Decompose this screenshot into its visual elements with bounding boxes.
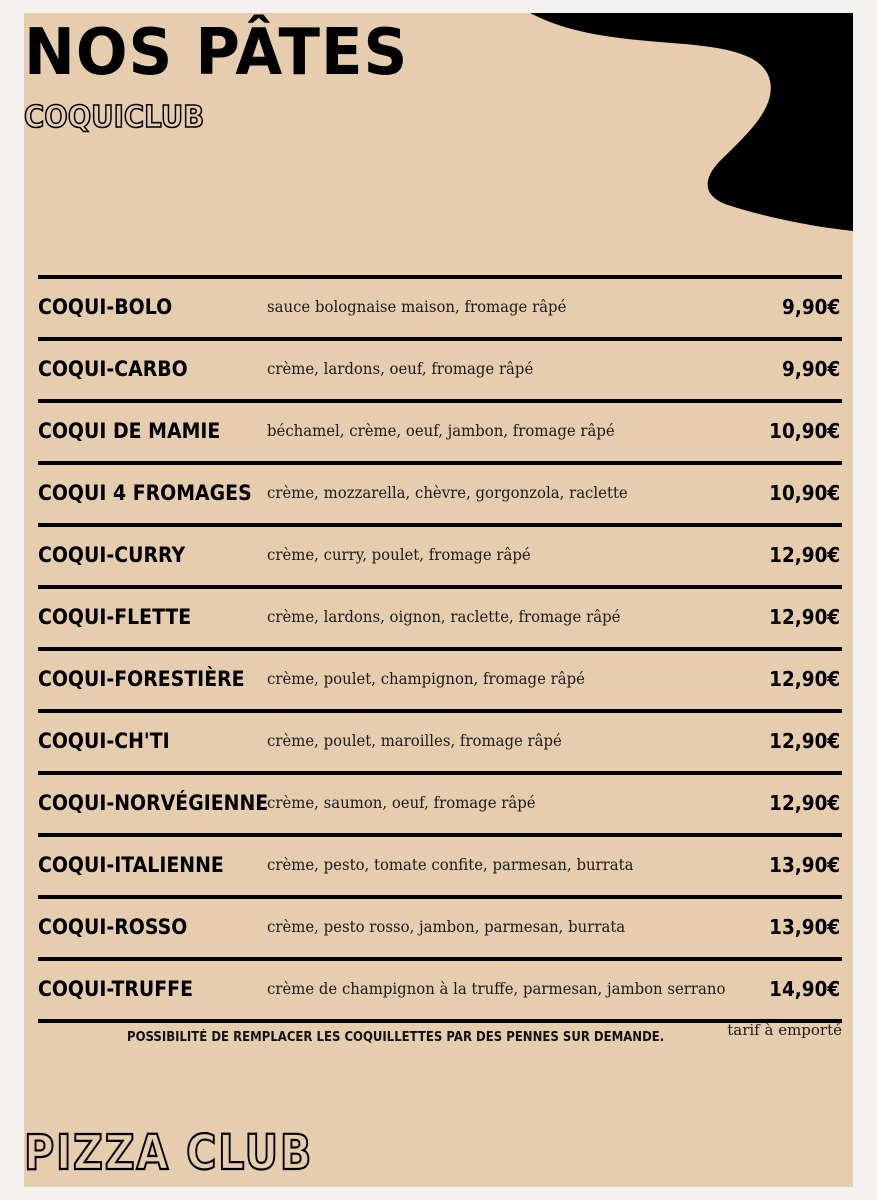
dish-price: 13,90€ bbox=[768, 853, 840, 877]
dish-price: 12,90€ bbox=[768, 791, 840, 815]
dish-price: 14,90€ bbox=[768, 977, 840, 1001]
menu-row bbox=[38, 275, 842, 337]
dish-name: COQUI-TRUFFE bbox=[38, 977, 193, 1001]
page-title: NOS PÂTES bbox=[24, 16, 409, 90]
substitution-note: POSSIBILITÉ DE REMPLACER LES COQUILLETTES PAR DES PENNES SUR DEMANDE. bbox=[127, 1030, 665, 1045]
dish-price: 12,90€ bbox=[768, 605, 840, 629]
menu-row bbox=[38, 461, 842, 523]
dish-name: COQUI-NORVÉGIENNE bbox=[38, 791, 269, 815]
dish-name: COQUI-ROSSO bbox=[38, 915, 188, 939]
menu-row bbox=[38, 957, 842, 1023]
dish-description: crème, poulet, champignon, fromage râpé bbox=[267, 669, 585, 688]
menu-row bbox=[38, 771, 842, 833]
dish-price: 10,90€ bbox=[768, 419, 840, 443]
dish-name: COQUI 4 FROMAGES bbox=[38, 481, 252, 505]
menu-row bbox=[38, 337, 842, 399]
menu-row bbox=[38, 399, 842, 461]
dish-description: crème, saumon, oeuf, fromage râpé bbox=[267, 793, 536, 812]
pasta-menu-list bbox=[38, 275, 842, 1023]
dish-name: COQUI-ITALIENNE bbox=[38, 853, 224, 877]
menu-row bbox=[38, 709, 842, 771]
dish-name: COQUI-CURRY bbox=[38, 543, 186, 567]
dish-name: COQUI-CARBO bbox=[38, 357, 188, 381]
dish-name: COQUI-FORESTIÈRE bbox=[38, 667, 245, 691]
dish-price: 13,90€ bbox=[768, 915, 840, 939]
dish-description: crème, pesto rosso, jambon, parmesan, burrata bbox=[267, 917, 626, 936]
menu-row bbox=[38, 523, 842, 585]
dish-price: 12,90€ bbox=[768, 543, 840, 567]
dish-description: crème, lardons, oeuf, fromage râpé bbox=[267, 359, 534, 378]
menu-page bbox=[24, 13, 853, 1187]
menu-row bbox=[38, 647, 842, 709]
dish-price: 9,90€ bbox=[781, 295, 840, 319]
dish-price: 10,90€ bbox=[768, 481, 840, 505]
dish-price: 12,90€ bbox=[768, 667, 840, 691]
dish-name: COQUI-FLETTE bbox=[38, 605, 192, 629]
dish-price: 9,90€ bbox=[781, 357, 840, 381]
dish-description: crème, lardons, oignon, raclette, fromage râpé bbox=[267, 607, 621, 626]
dish-description: crème, poulet, maroilles, fromage râpé bbox=[267, 731, 562, 750]
dish-price: 12,90€ bbox=[768, 729, 840, 753]
brand-name: PIZZA CLUB bbox=[24, 1125, 314, 1181]
dish-description: crème, curry, poulet, fromage râpé bbox=[267, 545, 531, 564]
page-subtitle: COQUICLUB bbox=[24, 100, 205, 135]
takeaway-note: tarif à emporté bbox=[727, 1021, 842, 1039]
dish-description: sauce bolognaise maison, fromage râpé bbox=[267, 297, 567, 316]
dish-name: COQUI-CH'TI bbox=[38, 729, 170, 753]
menu-row bbox=[38, 833, 842, 895]
menu-row bbox=[38, 585, 842, 647]
dish-description: béchamel, crème, oeuf, jambon, fromage râpé bbox=[267, 421, 615, 440]
dish-description: crème, pesto, tomate confite, parmesan, burrata bbox=[267, 855, 634, 874]
dish-name: COQUI DE MAMIE bbox=[38, 419, 221, 443]
dish-description: crème, mozzarella, chèvre, gorgonzola, raclette bbox=[267, 483, 628, 502]
menu-row bbox=[38, 895, 842, 957]
dish-name: COQUI-BOLO bbox=[38, 295, 173, 319]
dish-description: crème de champignon à la truffe, parmesan, jambon serrano bbox=[267, 979, 726, 998]
